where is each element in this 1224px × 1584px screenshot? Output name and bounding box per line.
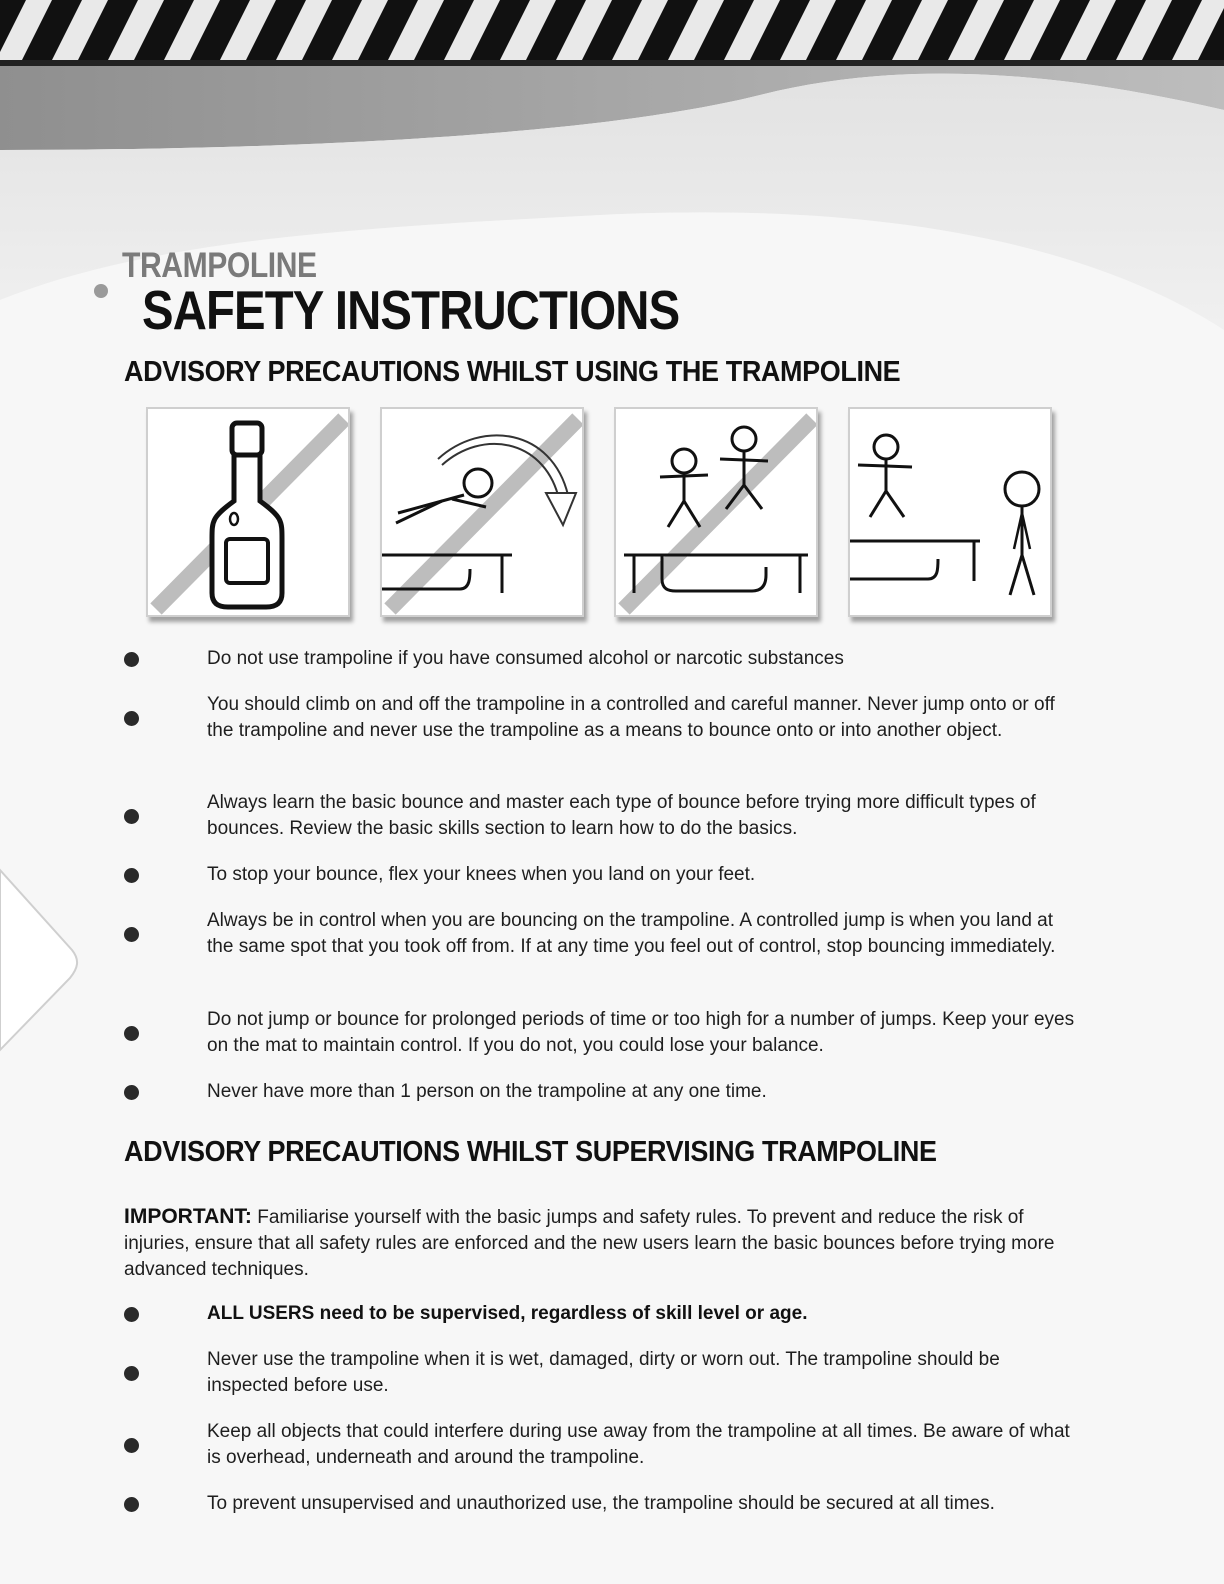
supervised-single-jumper-icon — [848, 407, 1052, 617]
bullet — [124, 1026, 139, 1041]
bullet — [124, 1307, 139, 1322]
bullet — [124, 1085, 139, 1100]
list-item: Never have more than 1 person on the trampoline at any one time. — [0, 1079, 907, 1105]
no-multiple-jumpers-icon — [614, 407, 818, 617]
list-item: Always learn the basic bounce and master each type of bounce before trying more difficult types of bounces. Review the basic skills section to learn how to do the basics. — [0, 790, 1224, 842]
list-item: Always be in control when you are bouncing on the trampoline. A controlled jump is when you land at the same spot that you took off from. If at any time you feel out of control, stop bouncing immediately. — [0, 908, 1224, 960]
list-item: ALL USERS need to be supervised, regardless of skill level or age. — [0, 1301, 947, 1327]
no-alcohol-icon — [146, 407, 350, 617]
list-item: Do not jump or bounce for prolonged periods of time or too high for a number of jumps. Keep your eyes on the mat to maintain control. If you do not, you could lose your balance. — [0, 1007, 1224, 1059]
bullet — [124, 927, 139, 942]
bullet — [124, 1497, 139, 1512]
important-note — [124, 1204, 1082, 1283]
list-item: You should climb on and off the trampoline in a controlled and careful manner. Never jump onto or off the trampoline and never use the trampoline as a means to bounce onto or into another object. — [0, 692, 1224, 744]
bullet — [124, 809, 139, 824]
section-heading-supervising: ADVISORY PRECAUTIONS WHILST SUPERVISING TRAMPOLINE — [124, 1136, 937, 1168]
pictogram-row — [146, 407, 1066, 619]
bullet — [124, 652, 139, 667]
bullet — [124, 1366, 139, 1381]
section-heading-using: ADVISORY PRECAUTIONS WHILST USING THE TRAMPOLINE — [124, 356, 901, 388]
list-item: To stop your bounce, flex your knees when you land on your feet. — [0, 862, 895, 888]
page-kicker: TRAMPOLINE — [122, 246, 317, 285]
bullet — [124, 711, 139, 726]
bullet — [124, 1438, 139, 1453]
page-title: SAFETY INSTRUCTIONS — [142, 279, 680, 341]
important-label: IMPORTANT: — [124, 1205, 252, 1228]
important-text: Familiarise yourself with the basic jumps and safety rules. To prevent and reduce the risk of injuries, ensure that all safety rules are enforced and the new users learn the basic bounces before trying more advanced techniques. — [124, 1207, 1055, 1280]
title-dot — [94, 284, 108, 298]
bullet — [124, 868, 139, 883]
list-item: Do not use trampoline if you have consumed alcohol or narcotic substances — [0, 646, 984, 672]
no-flipping-onto-trampoline-icon — [380, 407, 584, 617]
list-item: To prevent unsupervised and unauthorized use, the trampoline should be secured at all times. — [0, 1491, 1135, 1517]
list-item: Keep all objects that could interfere during use away from the trampoline at all times. Be aware of what is overhead, underneath and around the trampoline. — [0, 1419, 1224, 1471]
list-item: Never use the trampoline when it is wet, damaged, dirty or worn out. The trampoline should be inspected before use. — [0, 1347, 1224, 1399]
